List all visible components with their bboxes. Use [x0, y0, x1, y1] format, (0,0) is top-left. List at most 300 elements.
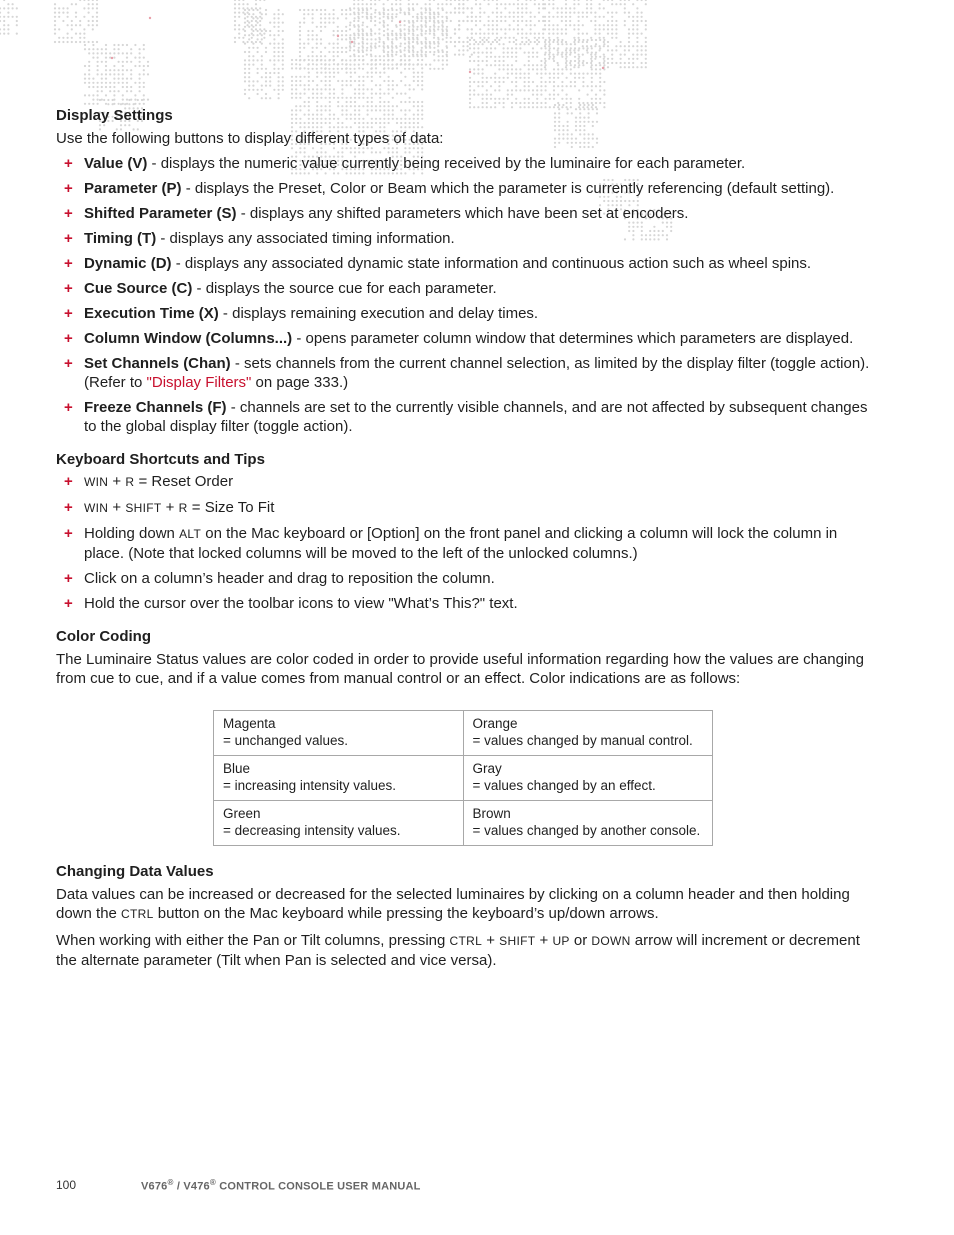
map-dot — [362, 0, 364, 1]
map-dot — [607, 20, 609, 22]
map-dot — [624, 7, 626, 9]
map-dot — [316, 55, 318, 57]
map-dot — [595, 102, 597, 104]
map-dot — [118, 48, 120, 50]
map-dot — [88, 94, 90, 96]
map-dot — [278, 34, 280, 36]
plus-bullet-icon: + — [64, 499, 73, 516]
map-dot — [521, 33, 523, 35]
map-dot — [429, 26, 431, 28]
map-dot — [545, 89, 547, 91]
map-dot — [259, 28, 261, 30]
map-dot — [532, 94, 534, 96]
table-cell: Green = decreasing intensity values. — [214, 801, 464, 846]
map-dot — [388, 101, 390, 103]
map-dot — [538, 37, 540, 39]
changing-values-heading: Changing Data Values — [56, 863, 214, 880]
map-dot — [58, 7, 60, 9]
map-dot — [400, 64, 402, 66]
map-dot — [467, 49, 469, 51]
map-dot — [112, 103, 114, 105]
map-dot — [299, 93, 301, 95]
map-dot — [354, 101, 356, 103]
map-dot — [425, 3, 427, 5]
map-dot — [492, 12, 494, 14]
map-dot — [244, 68, 246, 70]
map-dot — [509, 28, 511, 30]
map-dot — [483, 33, 485, 35]
map-dot — [324, 17, 326, 19]
map-dot — [251, 41, 253, 43]
map-dot — [273, 43, 275, 45]
map-dot — [391, 33, 393, 35]
map-dot — [599, 56, 601, 58]
map-dot — [147, 73, 149, 75]
map-dot — [578, 41, 580, 43]
map-dot — [486, 77, 488, 79]
map-dot — [549, 39, 551, 41]
map-dot — [383, 7, 385, 9]
map-dot — [412, 41, 414, 43]
map-dot — [261, 68, 263, 70]
map-dot — [387, 54, 389, 56]
map-dot — [295, 80, 297, 82]
map-dot — [118, 61, 120, 63]
map-dot — [446, 26, 448, 28]
map-dot — [329, 101, 331, 103]
map-dot — [12, 16, 14, 18]
color-coding-table — [213, 710, 713, 846]
map-dot — [421, 80, 423, 82]
map-dot — [582, 41, 584, 43]
map-dot — [429, 64, 431, 66]
map-dot — [521, 12, 523, 14]
map-dot — [486, 47, 488, 49]
map-dot — [291, 84, 293, 86]
map-dot — [409, 84, 411, 86]
map-dot — [88, 73, 90, 75]
map-dot — [561, 33, 563, 35]
map-dot — [632, 16, 634, 18]
map-dot — [349, 13, 351, 15]
map-dot — [450, 20, 452, 22]
map-dot — [437, 12, 439, 14]
map-dot — [469, 89, 471, 91]
map-dot — [341, 88, 343, 90]
map-dot — [595, 73, 597, 75]
map-dot — [429, 3, 431, 5]
map-dot — [590, 3, 592, 5]
map-dot — [244, 17, 246, 19]
map-dot — [603, 62, 605, 64]
map-dot — [367, 72, 369, 74]
map-dot — [84, 78, 86, 80]
map-dot — [299, 38, 301, 40]
map-dot — [477, 60, 479, 62]
map-dot — [519, 43, 521, 45]
map-dot — [500, 20, 502, 22]
map-dot — [252, 89, 254, 91]
map-dot — [257, 93, 259, 95]
map-dot — [238, 0, 240, 1]
map-dot — [238, 24, 240, 26]
map-dot — [139, 57, 141, 59]
map-dot — [524, 98, 526, 100]
map-dot — [341, 30, 343, 32]
map-dot — [234, 24, 236, 26]
map-dot — [299, 59, 301, 61]
map-dot — [483, 24, 485, 26]
map-dot — [370, 68, 372, 70]
map-dot — [263, 37, 265, 39]
map-dot — [475, 16, 477, 18]
map-dot — [391, 54, 393, 56]
map-dot — [399, 28, 401, 30]
map-dot — [244, 9, 246, 11]
map-dot — [632, 20, 634, 22]
map-dot — [582, 77, 584, 79]
map-dot — [75, 12, 77, 14]
map-dot — [574, 85, 576, 87]
map-dot — [333, 17, 335, 19]
map-dot — [316, 97, 318, 99]
map-dot — [312, 55, 314, 57]
map-dot — [599, 81, 601, 83]
map-dot — [97, 94, 99, 96]
map-dot — [126, 90, 128, 92]
map-dot — [54, 33, 56, 35]
map-dot — [408, 68, 410, 70]
map-dot — [412, 45, 414, 47]
map-dot — [582, 54, 584, 56]
map-dot — [591, 85, 593, 87]
map-dot — [595, 56, 597, 58]
map-dot — [469, 98, 471, 100]
map-dot — [628, 49, 630, 51]
map-dot — [607, 28, 609, 30]
map-dot — [561, 12, 563, 14]
map-dot — [446, 37, 448, 39]
map-dot — [433, 68, 435, 70]
plus-bullet-icon: + — [64, 473, 73, 490]
map-dot — [400, 101, 402, 103]
map-dot — [353, 12, 355, 14]
map-dot — [628, 45, 630, 47]
map-dot — [573, 7, 575, 9]
list-item: + Timing (T) - displays any associated timing information. — [64, 230, 455, 247]
map-dot — [273, 64, 275, 66]
map-dot — [109, 90, 111, 92]
map-dot — [96, 41, 98, 43]
list-item: + Hold the cursor over the toolbar icons to view "What’s This?" text. — [64, 595, 518, 612]
map-dot — [504, 16, 506, 18]
map-dot — [312, 68, 314, 70]
map-dot — [282, 22, 284, 24]
map-dot — [139, 103, 141, 105]
map-dot — [433, 24, 435, 26]
map-dot — [425, 30, 427, 32]
map-dot — [299, 47, 301, 49]
map-dot — [251, 24, 253, 26]
map-dot — [16, 24, 18, 26]
map-dot — [467, 45, 469, 47]
map-dot — [467, 7, 469, 9]
map-dot — [504, 20, 506, 22]
map-dot — [636, 66, 638, 68]
map-dot — [399, 37, 401, 39]
map-dot — [498, 60, 500, 62]
map-dot — [454, 33, 456, 35]
map-dot — [395, 54, 397, 56]
map-dot — [75, 24, 77, 26]
map-dot — [291, 88, 293, 90]
map-dot — [92, 44, 94, 46]
map-dot — [362, 37, 364, 39]
map-dot — [126, 86, 128, 88]
map-dot — [307, 43, 309, 45]
map-dot — [324, 55, 326, 57]
map-dot — [553, 73, 555, 75]
map-dot — [494, 56, 496, 58]
map-dot — [139, 48, 141, 50]
list-item: + Freeze Channels (F) - channels are set to the currently visible channels, and are not affected by subsequent changes to the global display filter (toggle action). — [64, 399, 868, 435]
map-dot — [7, 3, 9, 5]
map-dot — [92, 103, 94, 105]
map-dot — [566, 98, 568, 100]
map-dot — [620, 66, 622, 68]
map-dot — [530, 33, 532, 35]
map-dot — [308, 88, 310, 90]
map-dot — [366, 7, 368, 9]
map-dot — [84, 103, 86, 105]
map-dot — [632, 3, 634, 5]
map-dot — [492, 28, 494, 30]
map-dot — [328, 43, 330, 45]
map-dot — [349, 55, 351, 57]
map-dot — [409, 88, 411, 90]
map-dot — [486, 102, 488, 104]
changing-values-paragraph-1: Data values can be increased or decreased for the selected luminaires by clicking on a column header and then holding down the CTRL button on the Mac keyboard while pressing the keyboard’s up/down arrows. — [56, 886, 850, 922]
map-dot — [599, 73, 601, 75]
map-dot — [488, 41, 490, 43]
plus-bullet-icon: + — [64, 155, 73, 172]
map-dot — [304, 76, 306, 78]
map-dot — [362, 3, 364, 5]
map-dot — [346, 101, 348, 103]
map-dot — [412, 37, 414, 39]
map-dot — [645, 58, 647, 60]
map-dot — [71, 41, 73, 43]
map-dot — [438, 59, 440, 61]
map-dot — [97, 52, 99, 54]
map-dot — [483, 0, 485, 1]
map-dot — [244, 34, 246, 36]
map-dot — [370, 3, 372, 5]
map-dot — [591, 39, 593, 41]
map-dot — [349, 28, 351, 30]
map-dot — [273, 38, 275, 40]
map-dot — [438, 68, 440, 70]
map-dot — [88, 52, 90, 54]
map-dot — [261, 76, 263, 78]
map-dot — [113, 44, 115, 46]
map-dot — [437, 37, 439, 39]
map-dot-highlight — [111, 57, 113, 59]
map-dot — [473, 60, 475, 62]
map-dot — [248, 80, 250, 82]
map-dot — [458, 20, 460, 22]
map-dot — [97, 57, 99, 59]
map-dot — [553, 68, 555, 70]
map-dot — [113, 48, 115, 50]
map-dot — [603, 0, 605, 1]
map-dot — [488, 28, 490, 30]
list-item: + WIN + R = Reset Order — [64, 473, 234, 490]
map-dot — [594, 20, 596, 22]
map-dot — [251, 7, 253, 9]
map-dot — [367, 76, 369, 78]
map-dot — [307, 38, 309, 40]
map-dot-highlight — [337, 35, 339, 37]
map-dot — [515, 85, 517, 87]
map-dot — [282, 30, 284, 32]
map-dot — [278, 9, 280, 11]
map-dot — [345, 38, 347, 40]
map-dot — [379, 84, 381, 86]
list-item: + Value (V) - displays the numeric value currently being received by the luminaire for each parameter. — [64, 155, 746, 172]
map-dot — [450, 3, 452, 5]
map-dot — [408, 7, 410, 9]
map-dot — [109, 82, 111, 84]
map-dot — [408, 41, 410, 43]
map-dot — [595, 39, 597, 41]
map-dot — [307, 55, 309, 57]
map-dot — [525, 41, 527, 43]
map-dot — [494, 102, 496, 104]
map-dot — [479, 41, 481, 43]
map-dot — [515, 77, 517, 79]
map-dot — [54, 41, 56, 43]
table-cell: Gray = values changed by an effect. — [463, 756, 713, 801]
map-dot — [139, 78, 141, 80]
map-dot — [519, 89, 521, 91]
map-dot — [282, 89, 284, 91]
map-dot — [490, 52, 492, 54]
map-dot — [353, 24, 355, 26]
map-dot — [549, 43, 551, 45]
map-dot — [234, 41, 236, 43]
map-dot — [482, 98, 484, 100]
map-dot — [62, 41, 64, 43]
changing-values-paragraph-2: When working with either the Pan or Tilt columns, pressing CTRL + SHIFT + UP or DOWN arrow will increment or decrement the alternate parameter (Tilt when Pan is selected and vice versa). — [56, 932, 860, 969]
plus-bullet-icon: + — [64, 280, 73, 297]
keyboard-shortcuts-heading: Keyboard Shortcuts and Tips — [56, 451, 265, 468]
map-dot — [312, 80, 314, 82]
map-dot — [553, 94, 555, 96]
map-dot — [500, 37, 502, 39]
map-dot — [320, 88, 322, 90]
map-dot — [513, 41, 515, 43]
map-dot — [496, 33, 498, 35]
map-dot — [570, 102, 572, 104]
map-dot — [324, 22, 326, 24]
map-dot — [370, 0, 372, 1]
map-dot — [329, 76, 331, 78]
list-item: + Dynamic (D) - displays any associated dynamic state information and continuous action such as wheel spins. — [64, 255, 812, 272]
map-dot — [388, 93, 390, 95]
map-dot — [582, 39, 584, 41]
map-dot — [437, 28, 439, 30]
map-dot — [134, 57, 136, 59]
map-dot — [265, 72, 267, 74]
map-dot — [357, 33, 359, 35]
map-dot — [333, 72, 335, 74]
map-dot — [139, 86, 141, 88]
map-dot — [482, 81, 484, 83]
map-dot — [96, 3, 98, 5]
plus-bullet-icon: + — [64, 355, 73, 372]
map-dot — [238, 33, 240, 35]
map-dot — [333, 9, 335, 11]
map-dot — [416, 20, 418, 22]
map-dot — [628, 28, 630, 30]
map-dot — [295, 84, 297, 86]
map-dot — [96, 16, 98, 18]
map-dot — [490, 77, 492, 79]
map-dot — [573, 28, 575, 30]
map-dot — [278, 80, 280, 82]
map-dot — [486, 89, 488, 91]
map-dot — [599, 37, 601, 39]
map-dot — [475, 20, 477, 22]
map-dot — [291, 67, 293, 69]
map-dot — [591, 81, 593, 83]
map-dot — [333, 34, 335, 36]
map-dot — [566, 56, 568, 58]
map-dot — [248, 22, 250, 24]
map-dot — [557, 16, 559, 18]
map-dot — [109, 69, 111, 71]
map-dot — [482, 43, 484, 45]
map-dot — [477, 81, 479, 83]
map-dot — [349, 41, 351, 43]
map-dot — [252, 55, 254, 57]
display-filters-link[interactable]: "Display Filters" — [146, 374, 252, 391]
map-dot — [503, 52, 505, 54]
map-dot — [517, 7, 519, 9]
map-dot — [494, 60, 496, 62]
map-dot — [383, 3, 385, 5]
map-dot — [515, 89, 517, 91]
map-dot — [54, 3, 56, 5]
map-dot — [425, 45, 427, 47]
map-dot — [308, 76, 310, 78]
map-dot — [109, 86, 111, 88]
map-dot — [139, 61, 141, 63]
map-dot — [259, 16, 261, 18]
map-dot — [566, 47, 568, 49]
map-dot — [477, 43, 479, 45]
map-dot — [574, 64, 576, 66]
map-dot — [504, 33, 506, 35]
map-dot — [295, 76, 297, 78]
map-dot — [105, 86, 107, 88]
map-dot — [328, 22, 330, 24]
map-dot — [534, 3, 536, 5]
map-dot — [513, 28, 515, 30]
map-dot — [429, 12, 431, 14]
map-dot — [509, 37, 511, 39]
